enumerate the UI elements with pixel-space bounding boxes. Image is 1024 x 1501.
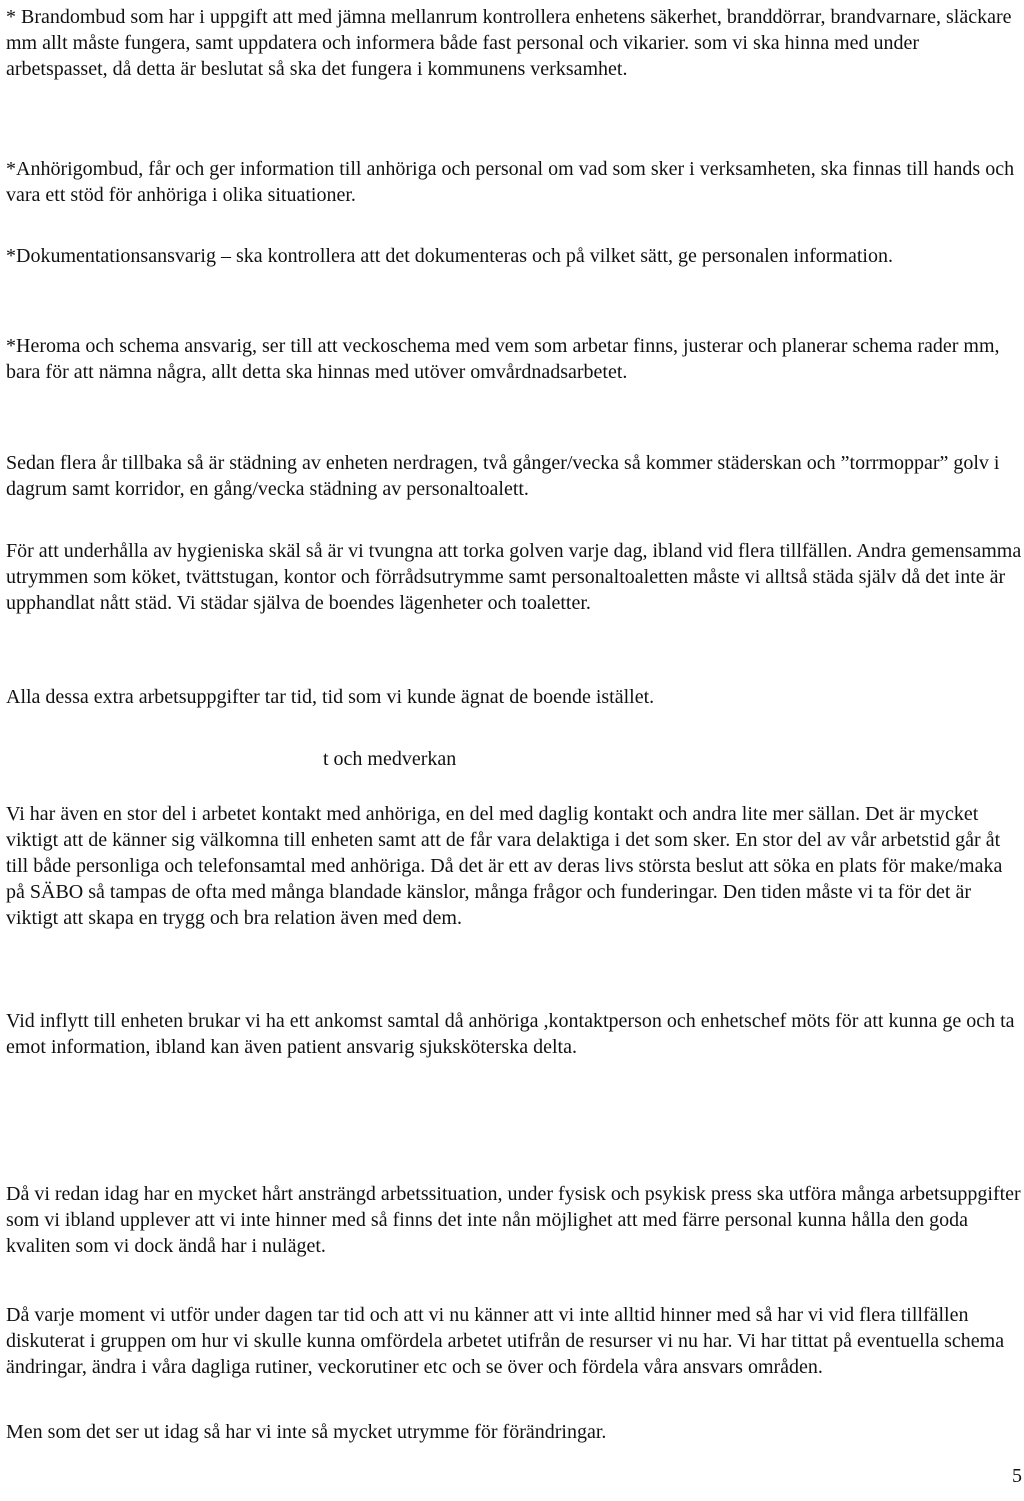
paragraph-omfordela-arbetet: Då varje moment vi utför under dagen tar tid och att vi nu känner att vi inte alltid hinner med så har vi vid flera tillfällen diskuterat i gruppen om hur vi skulle kunna omfördela arbetet utifrån de resurser vi nu har. Vi har tittat på eventuella schema ändringar, ändra i våra dagliga rutiner, veckorutiner etc och se över och fördela våra ansvars områden. (6, 1304, 1005, 1378)
paragraph-forandringar: Men som det ser ut idag så har vi inte så mycket utrymme för förändringar. (6, 1421, 607, 1443)
paragraph-anhorigombud: *Anhörigombud, får och ger information till anhöriga och personal om vad som sker i verksamheten, ska finnas till hands och vara ett stöd för anhöriga i olika situationer. (6, 158, 1015, 206)
page-number: 5 (1012, 1465, 1022, 1487)
section-heading: t och medverkan (323, 748, 457, 770)
paragraph-dokumentationsansvarig: *Dokumentationsansvarig – ska kontrollera att det dokumenteras och på vilket sätt, ge personalen information. (6, 245, 893, 267)
paragraph-brandombud: * Brandombud som har i uppgift att med jämna mellanrum kontrollera enhetens säkerhet, branddörrar, brandvarnare, släckare mm allt måste fungera, samt uppdatera och informera både fast personal och vikarier. som vi ska hinna med under arbetspasset, då detta är beslutat så ska det fungera i kommunens verksamhet. (6, 6, 1012, 80)
paragraph-heroma-schema: *Heroma och schema ansvarig, ser till att veckoschema med vem som arbetar finns, justerar och planerar schema rader mm, bara för att nämna några, allt detta ska hinnas med utöver omvårdnadsarbetet. (6, 335, 1000, 383)
paragraph-stadning: Sedan flera år tillbaka så är städning av enheten nerdragen, två gånger/vecka så kommer städerskan och ”torrmoppar” golv i dagrum samt korridor, en gång/vecka städning av personaltoalett. (6, 452, 1000, 500)
paragraph-anhoriga-kontakt: Vi har även en stor del i arbetet kontakt med anhöriga, en del med daglig kontakt och andra lite mer sällan. Det är mycket viktigt att de känner sig välkomna till enheten samt att de får vara delaktiga i det som sker. En stor del av vår arbetstid går åt till både personliga och telefonsamtal med anhöriga. Då det är ett av deras livs största beslut att söka en plats för make/maka på SÄBO så tampas de ofta med många blandade känslor, många frågor och funderingar. Den tiden måste vi ta för det är viktigt att skapa en trygg och bra relation även med dem. (6, 803, 1003, 929)
paragraph-extra-arbetsuppgifter: Alla dessa extra arbetsuppgifter tar tid, tid som vi kunde ägnat de boende istället. (6, 686, 655, 708)
paragraph-hygien: För att underhålla av hygieniska skäl så är vi tvungna att torka golven varje dag, ibland vid flera tillfällen. Andra gemensamma utrymmen som köket, tvättstugan, kontor och förrådsutrymme samt personaltoaletten måste vi alltså städa själv då det inte är upphandlat nått städ. Vi städar själva de boendes lägenheter och toaletter. (6, 540, 1022, 614)
paragraph-arbetssituation: Då vi redan idag har en mycket hårt ansträngd arbetssituation, under fysisk och psykisk press ska utföra många arbetsuppgifter som vi ibland upplever att vi inte hinner med så finns det inte nån möjlighet att med färre personal kunna hålla den goda kvaliten som vi dock ändå har i nuläget. (6, 1183, 1021, 1257)
paragraph-inflytt: Vid inflytt till enheten brukar vi ha ett ankomst samtal då anhöriga ,kontaktperson och enhetschef möts för att kunna ge och ta emot information, ibland kan även patient ansvarig sjuksköterska delta. (6, 1010, 1015, 1058)
